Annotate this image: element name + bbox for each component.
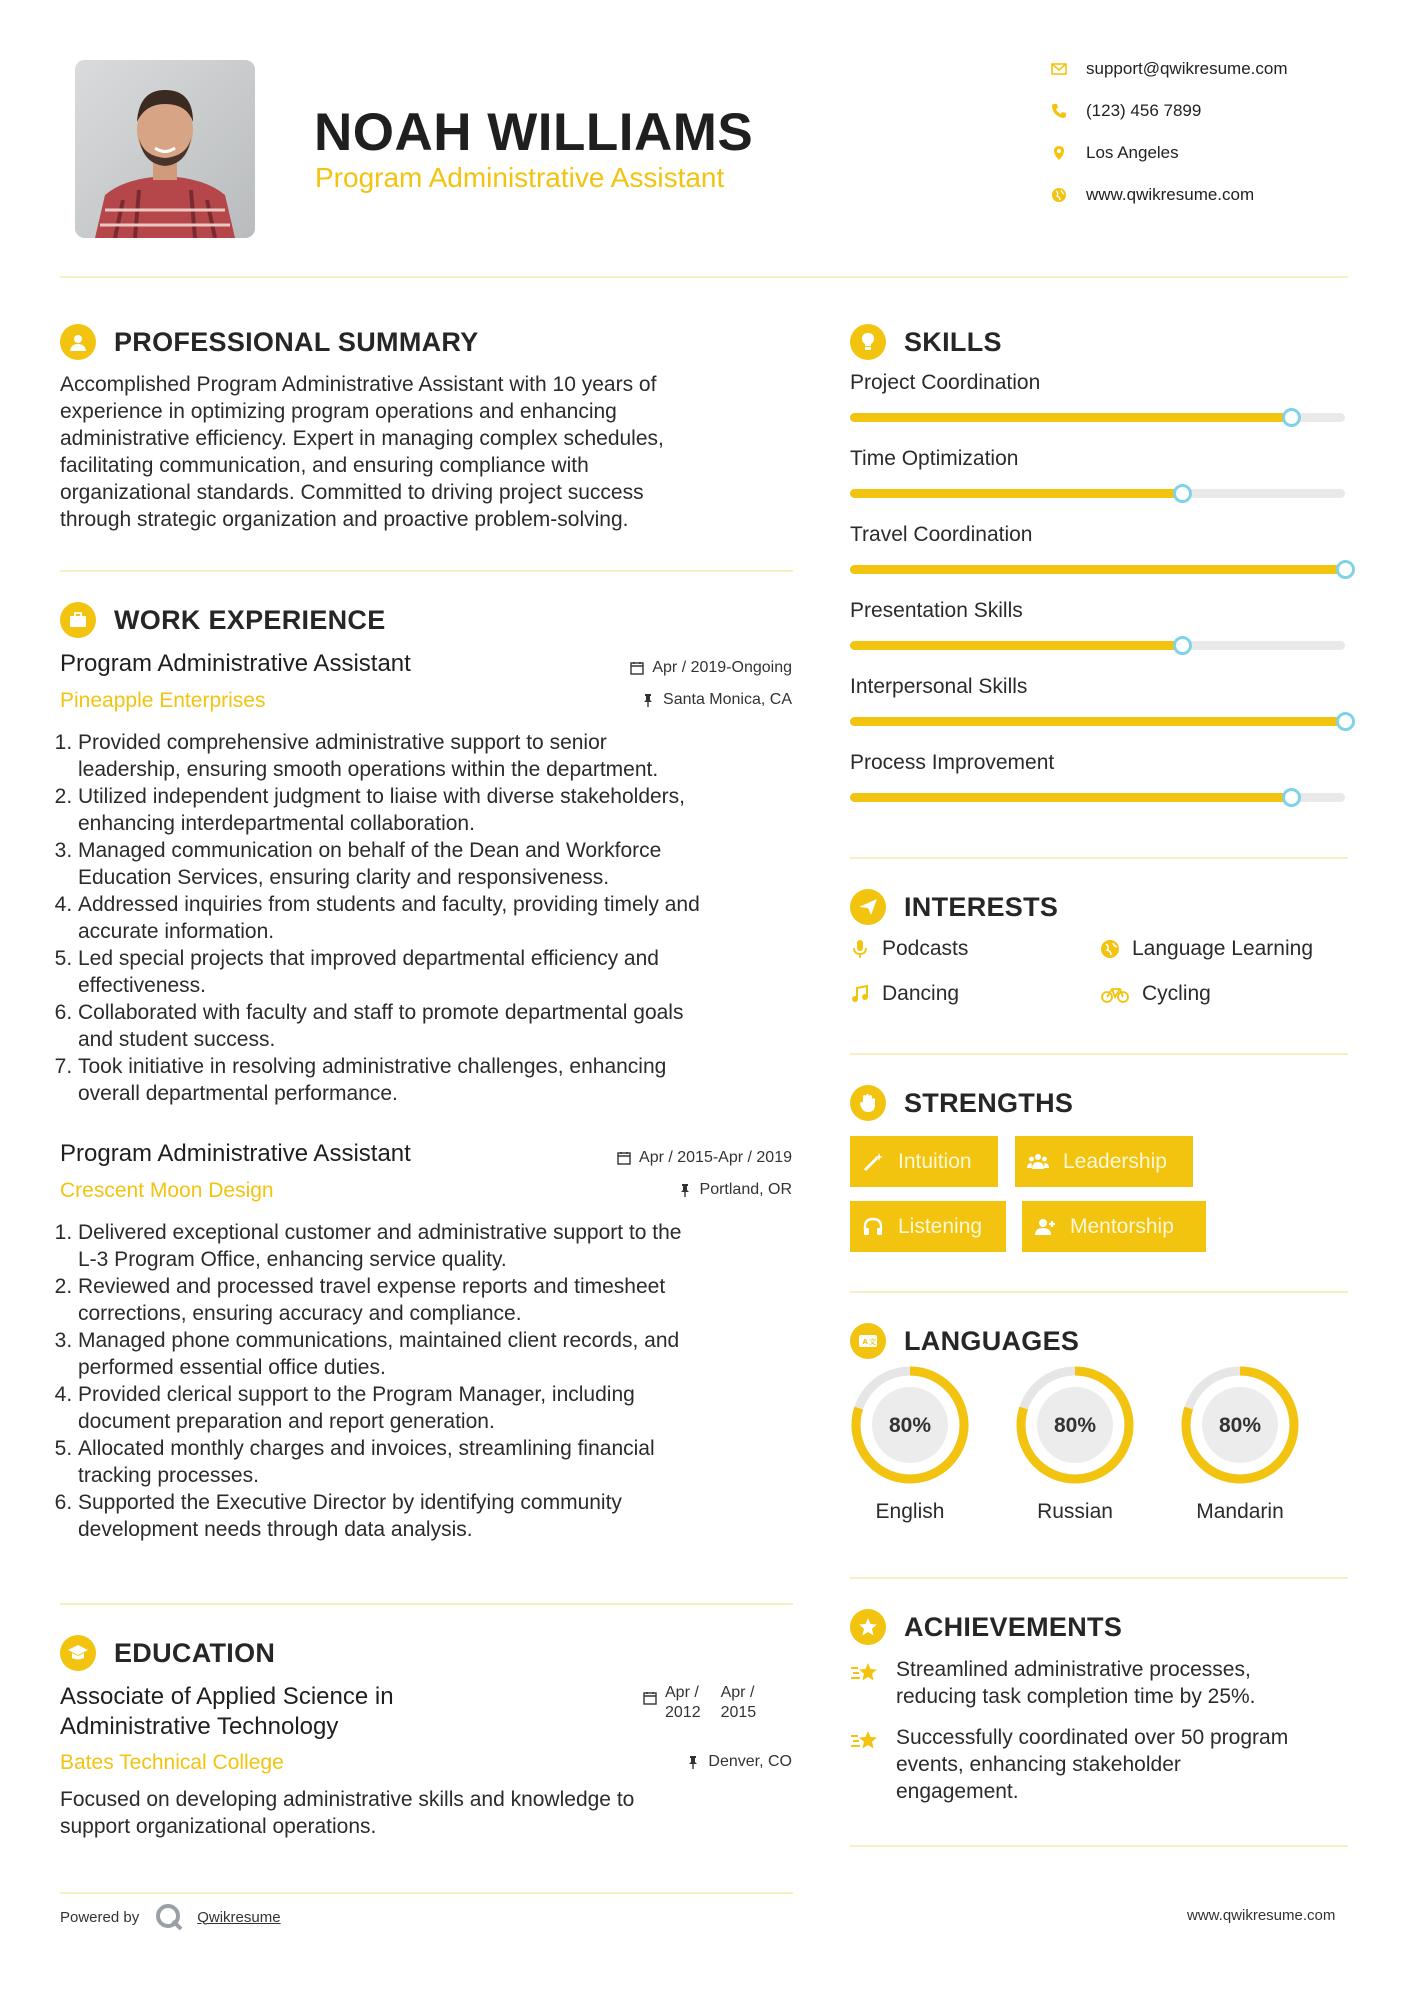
skill-level-knob xyxy=(1173,636,1192,655)
achievement-text: Successfully coordinated over 50 program events, enhancing stakeholder engagement. xyxy=(896,1726,1289,1803)
skills-title: SKILLS xyxy=(904,326,1002,357)
footer-divider xyxy=(60,1892,793,1894)
language-ring xyxy=(849,1364,971,1486)
languages-divider xyxy=(850,1577,1348,1579)
list-item: 2. Utilized independent judgment to liaise with diverse stakeholders, enhancing interdepartmental collaboration. xyxy=(78,783,800,837)
summary-line: experience in optimizing program operations and enhancing xyxy=(60,400,617,423)
list-item: 2. Reviewed and processed travel expense reports and timesheet corrections, ensuring accuracy and compliance. xyxy=(78,1273,800,1327)
skills-heading xyxy=(850,324,1002,360)
degree-line: Associate of Applied Science in xyxy=(60,1683,394,1710)
language-ring xyxy=(1014,1364,1136,1486)
magic-wand-icon xyxy=(862,1151,884,1173)
list-item: 7. Took initiative in resolving administrative challenges, enhancing overall departmental performance. xyxy=(78,1053,800,1107)
svg-text:A: A xyxy=(862,1338,868,1346)
job-location xyxy=(560,1181,792,1199)
list-item: 1. Provided comprehensive administrative support to senior leadership, ensuring smooth operations within the department. xyxy=(78,729,800,783)
globe-icon xyxy=(1050,186,1068,204)
education-date xyxy=(643,1683,756,1723)
pushpin-icon xyxy=(641,693,655,707)
language-percent: 80% xyxy=(1218,1414,1262,1437)
footer-brand xyxy=(60,1903,281,1931)
powered-by-text: Powered by xyxy=(60,1908,140,1926)
strength-tag xyxy=(1015,1136,1193,1187)
language-item xyxy=(1175,1364,1305,1524)
skill-bar-track xyxy=(850,793,1345,802)
language-item xyxy=(845,1364,975,1524)
profile-photo xyxy=(75,60,255,238)
skill-level-knob xyxy=(1282,788,1301,807)
interest-label: Podcasts xyxy=(882,937,969,960)
job-date xyxy=(560,659,792,677)
skill-bar-track xyxy=(850,565,1345,574)
interests-heading xyxy=(850,889,1058,925)
summary-line: organizational standards. Committed to driving project success xyxy=(60,481,644,504)
website-text: www.qwikresume.com xyxy=(1086,185,1255,204)
skill-bar-fill xyxy=(850,641,1182,650)
summary-text xyxy=(60,371,800,533)
strengths-divider xyxy=(850,1291,1348,1293)
skill-level-knob xyxy=(1282,408,1301,427)
map-pin-icon xyxy=(1050,144,1068,162)
skill-bar-fill xyxy=(850,565,1345,574)
strengths-title: STRENGTHS xyxy=(904,1087,1074,1118)
microphone-icon xyxy=(850,939,870,959)
strengths-heading xyxy=(850,1085,1073,1121)
achievements-title: ACHIEVEMENTS xyxy=(904,1611,1123,1642)
skill-level-knob xyxy=(1173,484,1192,503)
skill-bar-track xyxy=(850,641,1345,650)
education-description: Focused on developing administrative skills and knowledge to support organizational operations. xyxy=(60,1788,635,1838)
list-item: 3. Managed communication on behalf of the Dean and Workforce Education Services, ensuring clarity and responsiveness. xyxy=(78,837,800,891)
education-location-text: Denver, CO xyxy=(708,1753,792,1770)
strength-tag xyxy=(850,1201,1006,1252)
interest-item xyxy=(1100,937,1313,961)
headphones-icon xyxy=(862,1216,884,1238)
language-card-icon xyxy=(850,1323,886,1359)
email-text: support@qwikresume.com xyxy=(1086,59,1288,78)
strength-label: Listening xyxy=(898,1214,983,1238)
education-heading xyxy=(60,1635,275,1671)
education-date-start: Apr / 2012 xyxy=(665,1684,701,1721)
skills-divider xyxy=(850,857,1348,859)
summary-title: PROFESSIONAL SUMMARY xyxy=(114,326,479,357)
list-item: 6. Collaborated with faculty and staff to promote departmental goals and student success. xyxy=(78,999,800,1053)
interest-label: Cycling xyxy=(1142,982,1211,1005)
school-name: Bates Technical College xyxy=(60,1751,284,1774)
achievements-heading xyxy=(850,1609,1122,1645)
calendar-icon xyxy=(630,661,644,675)
list-item: 5. Led special projects that improved departmental efficiency and effectiveness. xyxy=(78,945,800,999)
achievement-item xyxy=(850,1724,1348,1805)
language-ring xyxy=(1179,1364,1301,1486)
brand-link[interactable]: Qwikresume xyxy=(197,1908,281,1926)
skill-label: Travel Coordination xyxy=(850,523,1033,546)
experience-heading xyxy=(60,602,386,638)
bicycle-icon xyxy=(1100,984,1130,1004)
skill-label: Project Coordination xyxy=(850,371,1041,394)
skill-bar-fill xyxy=(850,489,1182,498)
briefcase-icon xyxy=(60,602,96,638)
shooting-star-icon xyxy=(850,1726,880,1756)
list-item: 5. Allocated monthly charges and invoices, streamlining financial tracking processes. xyxy=(78,1435,800,1489)
skill-level-knob xyxy=(1336,712,1355,731)
achievement-text: Streamlined administrative processes, reducing task completion time by 25%. xyxy=(896,1658,1256,1708)
strength-label: Leadership xyxy=(1063,1149,1167,1173)
interest-label: Dancing xyxy=(882,982,960,1005)
strength-tag xyxy=(850,1136,998,1187)
skill-bar-fill xyxy=(850,413,1291,422)
location-text: Los Angeles xyxy=(1086,143,1179,162)
contact-website[interactable] xyxy=(1050,185,1254,205)
candidate-role: Program Administrative Assistant xyxy=(315,162,725,193)
languages-title: LANGUAGES xyxy=(904,1325,1080,1356)
interest-item xyxy=(850,937,968,961)
summary-heading xyxy=(60,324,479,360)
experience-divider xyxy=(60,1603,793,1605)
summary-line: through strategic organization and proactive problem-solving. xyxy=(60,508,629,531)
language-name: English xyxy=(875,1500,945,1523)
strength-label: Intuition xyxy=(898,1149,972,1173)
globe-icon xyxy=(1100,939,1120,959)
music-icon xyxy=(850,984,870,1004)
language-percent: 80% xyxy=(888,1414,932,1437)
group-icon xyxy=(1027,1151,1049,1173)
job-title: Program Administrative Assistant xyxy=(60,650,411,677)
star-badge-icon xyxy=(850,1609,886,1645)
job-location-text: Santa Monica, CA xyxy=(663,691,792,708)
qwikresume-logo-icon xyxy=(155,1903,183,1931)
envelope-icon xyxy=(1050,60,1068,78)
job-date xyxy=(560,1149,792,1167)
summary-line: Accomplished Program Administrative Assistant with 10 years of xyxy=(60,373,657,396)
list-item: 4. Provided clerical support to the Program Manager, including document preparation and report generation. xyxy=(78,1381,800,1435)
language-item xyxy=(1010,1364,1140,1524)
svg-text:文: 文 xyxy=(869,1338,876,1346)
summary-line: facilitating communication, and ensuring compliance with xyxy=(60,454,589,477)
job-duties-list xyxy=(60,729,800,1107)
experience-title: WORK EXPERIENCE xyxy=(114,604,386,635)
achievement-item xyxy=(850,1656,1348,1710)
shooting-star-icon xyxy=(850,1658,880,1688)
skill-bar-track xyxy=(850,717,1345,726)
footer-site[interactable]: www.qwikresume.com xyxy=(1187,1907,1336,1924)
list-item: 1. Delivered exceptional customer and administrative support to the L-3 Program Office, enhancing service quality. xyxy=(78,1219,800,1273)
person-photo-icon xyxy=(75,60,255,238)
contact-email[interactable] xyxy=(1050,59,1288,79)
skill-bar-track xyxy=(850,413,1345,422)
skill-label: Time Optimization xyxy=(850,447,1019,470)
skill-label: Interpersonal Skills xyxy=(850,675,1028,698)
user-icon xyxy=(60,324,96,360)
job-title: Program Administrative Assistant xyxy=(60,1140,411,1167)
user-plus-icon xyxy=(1034,1216,1056,1238)
language-percent: 80% xyxy=(1053,1414,1097,1437)
education-location xyxy=(600,1753,792,1771)
interest-label: Language Learning xyxy=(1132,937,1314,960)
interests-divider xyxy=(850,1053,1348,1055)
list-item: 6. Supported the Executive Director by identifying community development needs through data analysis. xyxy=(78,1489,800,1543)
contact-location xyxy=(1050,143,1179,163)
achievements-divider xyxy=(850,1845,1348,1847)
skill-bar-track xyxy=(850,489,1345,498)
strength-tag xyxy=(1022,1201,1206,1252)
summary-line: administrative efficiency. Expert in managing complex schedules, xyxy=(60,427,664,450)
strength-label: Mentorship xyxy=(1070,1214,1174,1238)
degree-line: Administrative Technology xyxy=(60,1713,339,1740)
candidate-name: NOAH WILLIAMS xyxy=(314,103,754,162)
language-name: Russian xyxy=(1037,1500,1113,1523)
skill-label: Presentation Skills xyxy=(850,599,1023,622)
job-company: Crescent Moon Design xyxy=(60,1179,274,1202)
skill-bar-fill xyxy=(850,717,1345,726)
pushpin-icon xyxy=(678,1183,692,1197)
job-location xyxy=(560,691,792,709)
list-item: 4. Addressed inquiries from students and faculty, providing timely and accurate information. xyxy=(78,891,800,945)
phone-icon xyxy=(1050,102,1068,120)
list-item: 3. Managed phone communications, maintained client records, and performed essential office duties. xyxy=(78,1327,800,1381)
lightbulb-icon xyxy=(850,324,886,360)
skill-bar-fill xyxy=(850,793,1291,802)
job-duties-list xyxy=(60,1219,800,1543)
skill-label: Process Improvement xyxy=(850,751,1055,774)
calendar-icon xyxy=(617,1151,631,1165)
interest-item xyxy=(850,982,959,1006)
job-location-text: Portland, OR xyxy=(699,1181,792,1198)
languages-heading xyxy=(850,1323,1079,1359)
degree-title xyxy=(60,1682,394,1742)
pushpin-icon xyxy=(686,1755,700,1769)
calendar-icon xyxy=(643,1691,657,1705)
skill-level-knob xyxy=(1336,560,1355,579)
summary-divider xyxy=(60,570,793,572)
job-date-text: Apr / 2015-Apr / 2019 xyxy=(639,1149,792,1166)
raised-hand-icon xyxy=(850,1085,886,1121)
job-company: Pineapple Enterprises xyxy=(60,689,266,712)
phone-text: (123) 456 7899 xyxy=(1086,101,1202,120)
header-divider xyxy=(60,276,1348,278)
job-date-text: Apr / 2019-Ongoing xyxy=(652,659,792,676)
graduation-cap-icon xyxy=(60,1635,96,1671)
language-name: Mandarin xyxy=(1196,1500,1284,1523)
education-title: EDUCATION xyxy=(114,1637,276,1668)
contact-phone[interactable] xyxy=(1050,101,1201,121)
interests-title: INTERESTS xyxy=(904,891,1059,922)
education-date-end: Apr / 2015 xyxy=(720,1684,757,1721)
interest-item xyxy=(1100,982,1211,1006)
paper-plane-icon xyxy=(850,889,886,925)
